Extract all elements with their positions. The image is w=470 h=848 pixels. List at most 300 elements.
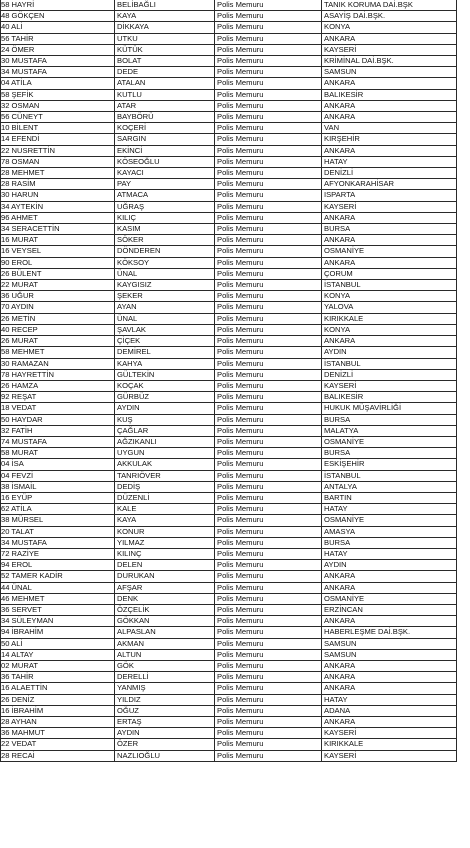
rank-cell: Polis Memuru	[215, 89, 322, 100]
unit-cell: BALIKESİR	[322, 392, 457, 403]
table-row	[1, 201, 457, 212]
rank-cell: Polis Memuru	[215, 224, 322, 235]
rank-cell: Polis Memuru	[215, 728, 322, 739]
first-name-cell: 58 MURAT	[1, 448, 115, 459]
table-row	[1, 560, 457, 571]
first-name-cell: 16 MURAT	[1, 235, 115, 246]
table-row	[1, 44, 457, 55]
rank-cell: Polis Memuru	[215, 571, 322, 582]
surname-cell: KALE	[115, 504, 215, 515]
surname-cell: ÜNAL	[115, 268, 215, 279]
first-name-cell: 74 MUSTAFA	[1, 436, 115, 447]
unit-cell: KONYA	[322, 22, 457, 33]
rank-cell: Polis Memuru	[215, 190, 322, 201]
unit-cell: KAYSERİ	[322, 380, 457, 391]
first-name-cell: 26 METİN	[1, 313, 115, 324]
surname-cell: DEDİŞ	[115, 481, 215, 492]
first-name-cell: 38 MÜRSEL	[1, 515, 115, 526]
table-row	[1, 638, 457, 649]
surname-cell: UĞRAŞ	[115, 201, 215, 212]
unit-cell: ANKARA	[322, 145, 457, 156]
rank-cell: Polis Memuru	[215, 683, 322, 694]
surname-cell: OĞUZ	[115, 705, 215, 716]
surname-cell: KAYGISIZ	[115, 280, 215, 291]
table-row	[1, 481, 457, 492]
first-name-cell: 92 REŞAT	[1, 392, 115, 403]
first-name-cell: 22 MURAT	[1, 280, 115, 291]
unit-cell: İSTANBUL	[322, 358, 457, 369]
rank-cell: Polis Memuru	[215, 548, 322, 559]
surname-cell: KAYA	[115, 515, 215, 526]
unit-cell: BURSA	[322, 414, 457, 425]
first-name-cell: 22 VEDAT	[1, 739, 115, 750]
unit-cell: VAN	[322, 123, 457, 134]
table-row	[1, 459, 457, 470]
rank-cell: Polis Memuru	[215, 425, 322, 436]
rank-cell: Polis Memuru	[215, 302, 322, 313]
unit-cell: HATAY	[322, 694, 457, 705]
first-name-cell: 28 RECAİ	[1, 750, 115, 761]
unit-cell: ANKARA	[322, 33, 457, 44]
table-row	[1, 672, 457, 683]
first-name-cell: 36 TAHİR	[1, 672, 115, 683]
first-name-cell: 58 MEHMET	[1, 347, 115, 358]
first-name-cell: 24 ÖMER	[1, 44, 115, 55]
unit-cell: İSTANBUL	[322, 280, 457, 291]
unit-cell: BARTIN	[322, 492, 457, 503]
unit-cell: ANKARA	[322, 336, 457, 347]
table-row	[1, 313, 457, 324]
unit-cell: İSTANBUL	[322, 470, 457, 481]
surname-cell: PAY	[115, 179, 215, 190]
rank-cell: Polis Memuru	[215, 593, 322, 604]
table-row	[1, 369, 457, 380]
unit-cell: ADANA	[322, 705, 457, 716]
first-name-cell: 78 HAYRETTİN	[1, 369, 115, 380]
surname-cell: KAYA	[115, 11, 215, 22]
surname-cell: UTKU	[115, 33, 215, 44]
surname-cell: DEDE	[115, 67, 215, 78]
unit-cell: DENİZLİ	[322, 168, 457, 179]
rank-cell: Polis Memuru	[215, 616, 322, 627]
rank-cell: Polis Memuru	[215, 336, 322, 347]
unit-cell: HATAY	[322, 548, 457, 559]
first-name-cell: 50 HAYDAR	[1, 414, 115, 425]
rank-cell: Polis Memuru	[215, 11, 322, 22]
surname-cell: GÖKKAN	[115, 616, 215, 627]
table-row	[1, 593, 457, 604]
unit-cell: ANKARA	[322, 582, 457, 593]
surname-cell: TANRIÖVER	[115, 470, 215, 481]
unit-cell: KAYSERİ	[322, 44, 457, 55]
surname-cell: KÖSEOĞLU	[115, 156, 215, 167]
first-name-cell: 30 RAMAZAN	[1, 358, 115, 369]
table-row	[1, 717, 457, 728]
surname-cell: YILDIZ	[115, 694, 215, 705]
table-row	[1, 246, 457, 257]
first-name-cell: 38 İSMAİL	[1, 481, 115, 492]
first-name-cell: 02 MURAT	[1, 660, 115, 671]
first-name-cell: 34 MUSTAFA	[1, 67, 115, 78]
rank-cell: Polis Memuru	[215, 739, 322, 750]
first-name-cell: 70 AYDIN	[1, 302, 115, 313]
unit-cell: MALATYA	[322, 425, 457, 436]
table-row	[1, 728, 457, 739]
rank-cell: Polis Memuru	[215, 537, 322, 548]
first-name-cell: 34 SERACETTİN	[1, 224, 115, 235]
rank-cell: Polis Memuru	[215, 145, 322, 156]
rank-cell: Polis Memuru	[215, 649, 322, 660]
table-row	[1, 268, 457, 279]
table-row	[1, 526, 457, 537]
table-row	[1, 436, 457, 447]
first-name-cell: 04 İSA	[1, 459, 115, 470]
rank-cell: Polis Memuru	[215, 78, 322, 89]
table-row	[1, 660, 457, 671]
rank-cell: Polis Memuru	[215, 492, 322, 503]
rank-cell: Polis Memuru	[215, 257, 322, 268]
surname-cell: KILINÇ	[115, 548, 215, 559]
first-name-cell: 90 EROL	[1, 257, 115, 268]
rank-cell: Polis Memuru	[215, 504, 322, 515]
rank-cell: Polis Memuru	[215, 123, 322, 134]
table-row	[1, 683, 457, 694]
surname-cell: GÜRBÜZ	[115, 392, 215, 403]
table-row	[1, 224, 457, 235]
table-row	[1, 56, 457, 67]
first-name-cell: 34 SÜLEYMAN	[1, 616, 115, 627]
first-name-cell: 14 EFENDİ	[1, 134, 115, 145]
unit-cell: HATAY	[322, 156, 457, 167]
rank-cell: Polis Memuru	[215, 627, 322, 638]
table-row	[1, 324, 457, 335]
table-row	[1, 627, 457, 638]
rank-cell: Polis Memuru	[215, 448, 322, 459]
table-row	[1, 235, 457, 246]
surname-cell: AYDIN	[115, 403, 215, 414]
first-name-cell: 96 AHMET	[1, 212, 115, 223]
rank-cell: Polis Memuru	[215, 347, 322, 358]
rank-cell: Polis Memuru	[215, 179, 322, 190]
surname-cell: ŞEKER	[115, 291, 215, 302]
surname-cell: ÜNAL	[115, 313, 215, 324]
unit-cell: ÇORUM	[322, 268, 457, 279]
first-name-cell: 94 EROL	[1, 560, 115, 571]
first-name-cell: 22 NUSRETTİN	[1, 145, 115, 156]
first-name-cell: 30 MUSTAFA	[1, 56, 115, 67]
table-row	[1, 190, 457, 201]
table-row	[1, 280, 457, 291]
table-row	[1, 168, 457, 179]
first-name-cell: 32 OSMAN	[1, 100, 115, 111]
first-name-cell: 34 AYTEKİN	[1, 201, 115, 212]
unit-cell: KIRIKKALE	[322, 313, 457, 324]
rank-cell: Polis Memuru	[215, 694, 322, 705]
unit-cell: OSMANİYE	[322, 436, 457, 447]
table-row	[1, 212, 457, 223]
table-row	[1, 347, 457, 358]
surname-cell: DİKKAYA	[115, 22, 215, 33]
table-row	[1, 537, 457, 548]
first-name-cell: 30 HARUN	[1, 190, 115, 201]
unit-cell: OSMANİYE	[322, 246, 457, 257]
surname-cell: YANMIŞ	[115, 683, 215, 694]
first-name-cell: 28 MEHMET	[1, 168, 115, 179]
table-row	[1, 179, 457, 190]
first-name-cell: 36 MAHMUT	[1, 728, 115, 739]
unit-cell: ANKARA	[322, 212, 457, 223]
surname-cell: KÜTÜK	[115, 44, 215, 55]
unit-cell: HUKUK MÜŞAVİRLİĞİ	[322, 403, 457, 414]
rank-cell: Polis Memuru	[215, 660, 322, 671]
rank-cell: Polis Memuru	[215, 604, 322, 615]
first-name-cell: 52 TAMER KADİR	[1, 571, 115, 582]
table-row	[1, 22, 457, 33]
table-row	[1, 414, 457, 425]
unit-cell: TANIK KORUMA DAİ.BŞK	[322, 0, 457, 11]
unit-cell: ANKARA	[322, 683, 457, 694]
rank-cell: Polis Memuru	[215, 392, 322, 403]
first-name-cell: 26 HAMZA	[1, 380, 115, 391]
first-name-cell: 32 FATİH	[1, 425, 115, 436]
unit-cell: ANKARA	[322, 235, 457, 246]
surname-cell: AĞZIKANLI	[115, 436, 215, 447]
surname-cell: BOLAT	[115, 56, 215, 67]
unit-cell: BURSA	[322, 448, 457, 459]
rank-cell: Polis Memuru	[215, 156, 322, 167]
unit-cell: AYDIN	[322, 347, 457, 358]
surname-cell: ALTUN	[115, 649, 215, 660]
rank-cell: Polis Memuru	[215, 134, 322, 145]
surname-cell: AYAN	[115, 302, 215, 313]
rank-cell: Polis Memuru	[215, 705, 322, 716]
first-name-cell: 16 ALAETTİN	[1, 683, 115, 694]
table-row	[1, 705, 457, 716]
unit-cell: DENİZLİ	[322, 369, 457, 380]
first-name-cell: 28 RASİM	[1, 179, 115, 190]
rank-cell: Polis Memuru	[215, 470, 322, 481]
first-name-cell: 10 BİLENT	[1, 123, 115, 134]
first-name-cell: 58 ŞEFİK	[1, 89, 115, 100]
first-name-cell: 28 AYHAN	[1, 717, 115, 728]
first-name-cell: 18 VEDAT	[1, 403, 115, 414]
unit-cell: SAMSUN	[322, 67, 457, 78]
surname-cell: DERELLİ	[115, 672, 215, 683]
unit-cell: ANKARA	[322, 78, 457, 89]
surname-cell: KUTLU	[115, 89, 215, 100]
surname-cell: AYDIN	[115, 728, 215, 739]
surname-cell: SÖKER	[115, 235, 215, 246]
table-row	[1, 33, 457, 44]
table-row	[1, 694, 457, 705]
unit-cell: HABERLEŞME DAİ.BŞK.	[322, 627, 457, 638]
surname-cell: KUŞ	[115, 414, 215, 425]
surname-cell: ŞAVLAK	[115, 324, 215, 335]
first-name-cell: 04 FEVZİ	[1, 470, 115, 481]
first-name-cell: 26 DENİZ	[1, 694, 115, 705]
unit-cell: KAYSERİ	[322, 750, 457, 761]
table-row	[1, 515, 457, 526]
surname-cell: ERTAŞ	[115, 717, 215, 728]
first-name-cell: 16 EYÜP	[1, 492, 115, 503]
surname-cell: KOÇAK	[115, 380, 215, 391]
unit-cell: KAYSERİ	[322, 201, 457, 212]
rank-cell: Polis Memuru	[215, 22, 322, 33]
first-name-cell: 46 MEHMET	[1, 593, 115, 604]
rank-cell: Polis Memuru	[215, 280, 322, 291]
rank-cell: Polis Memuru	[215, 313, 322, 324]
surname-cell: UYGUN	[115, 448, 215, 459]
surname-cell: EKİNCİ	[115, 145, 215, 156]
unit-cell: KONYA	[322, 324, 457, 335]
table-row	[1, 89, 457, 100]
rank-cell: Polis Memuru	[215, 672, 322, 683]
rank-cell: Polis Memuru	[215, 44, 322, 55]
surname-cell: KOÇERİ	[115, 123, 215, 134]
table-row	[1, 470, 457, 481]
table-row	[1, 448, 457, 459]
rank-cell: Polis Memuru	[215, 582, 322, 593]
unit-cell: ANKARA	[322, 100, 457, 111]
table-row	[1, 11, 457, 22]
table-row	[1, 649, 457, 660]
rank-cell: Polis Memuru	[215, 67, 322, 78]
unit-cell: BALIKESİR	[322, 89, 457, 100]
surname-cell: ATMACA	[115, 190, 215, 201]
first-name-cell: 40 ALİ	[1, 22, 115, 33]
surname-cell: KONUR	[115, 526, 215, 537]
rank-cell: Polis Memuru	[215, 459, 322, 470]
unit-cell: ANKARA	[322, 616, 457, 627]
first-name-cell: 72 RAZİYE	[1, 548, 115, 559]
first-name-cell: 14 ALTAY	[1, 649, 115, 660]
table-row	[1, 145, 457, 156]
first-name-cell: 16 İBRAHİM	[1, 705, 115, 716]
rank-cell: Polis Memuru	[215, 403, 322, 414]
surname-cell: ALPASLAN	[115, 627, 215, 638]
first-name-cell: 34 MUSTAFA	[1, 537, 115, 548]
surname-cell: ÇAĞLAR	[115, 425, 215, 436]
table-row	[1, 750, 457, 761]
unit-cell: YALOVA	[322, 302, 457, 313]
rank-cell: Polis Memuru	[215, 112, 322, 123]
table-row	[1, 582, 457, 593]
surname-cell: YILMAZ	[115, 537, 215, 548]
first-name-cell: 56 CÜNEYT	[1, 112, 115, 123]
table-row	[1, 100, 457, 111]
first-name-cell: 56 TAHİR	[1, 33, 115, 44]
rank-cell: Polis Memuru	[215, 481, 322, 492]
surname-cell: SARGIN	[115, 134, 215, 145]
table-row	[1, 134, 457, 145]
first-name-cell: 44 ÜNAL	[1, 582, 115, 593]
surname-cell: ÖZÇELİK	[115, 604, 215, 615]
table-row	[1, 123, 457, 134]
unit-cell: ISPARTA	[322, 190, 457, 201]
first-name-cell: 20 TALAT	[1, 526, 115, 537]
surname-cell: KASIM	[115, 224, 215, 235]
table-row	[1, 425, 457, 436]
table-row	[1, 336, 457, 347]
table-row	[1, 358, 457, 369]
surname-cell: ÇİÇEK	[115, 336, 215, 347]
surname-cell: BAYBÖRÜ	[115, 112, 215, 123]
unit-cell: BURSA	[322, 537, 457, 548]
surname-cell: ÖZER	[115, 739, 215, 750]
rank-cell: Polis Memuru	[215, 235, 322, 246]
unit-cell: KRİMİNAL DAİ.BŞK.	[322, 56, 457, 67]
table-row	[1, 392, 457, 403]
surname-cell: DÜZENLİ	[115, 492, 215, 503]
rank-cell: Polis Memuru	[215, 750, 322, 761]
surname-cell: KAYACI	[115, 168, 215, 179]
surname-cell: AKKULAK	[115, 459, 215, 470]
unit-cell: ANKARA	[322, 717, 457, 728]
rank-cell: Polis Memuru	[215, 201, 322, 212]
first-name-cell: 62 ATİLA	[1, 504, 115, 515]
first-name-cell: 26 MURAT	[1, 336, 115, 347]
rank-cell: Polis Memuru	[215, 358, 322, 369]
rank-cell: Polis Memuru	[215, 33, 322, 44]
table-row	[1, 67, 457, 78]
rank-cell: Polis Memuru	[215, 168, 322, 179]
unit-cell: ANKARA	[322, 660, 457, 671]
surname-cell: DENK	[115, 593, 215, 604]
rank-cell: Polis Memuru	[215, 515, 322, 526]
rank-cell: Polis Memuru	[215, 526, 322, 537]
surname-cell: AKMAN	[115, 638, 215, 649]
unit-cell: ANKARA	[322, 257, 457, 268]
rank-cell: Polis Memuru	[215, 717, 322, 728]
first-name-cell: 36 SERVET	[1, 604, 115, 615]
table-row	[1, 504, 457, 515]
first-name-cell: 16 VEYSEL	[1, 246, 115, 257]
table-row	[1, 548, 457, 559]
unit-cell: HATAY	[322, 504, 457, 515]
surname-cell: GÜLTEKİN	[115, 369, 215, 380]
first-name-cell: 48 GÖKÇEN	[1, 11, 115, 22]
first-name-cell: 40 RECEP	[1, 324, 115, 335]
unit-cell: KONYA	[322, 291, 457, 302]
rank-cell: Polis Memuru	[215, 324, 322, 335]
surname-cell: DEMİREL	[115, 347, 215, 358]
rank-cell: Polis Memuru	[215, 268, 322, 279]
table-row	[1, 291, 457, 302]
table-row	[1, 380, 457, 391]
first-name-cell: 50 ALİ	[1, 638, 115, 649]
surname-cell: GÖK	[115, 660, 215, 671]
rank-cell: Polis Memuru	[215, 414, 322, 425]
unit-cell: AMASYA	[322, 526, 457, 537]
unit-cell: SAMSUN	[322, 638, 457, 649]
surname-cell: DELEN	[115, 560, 215, 571]
surname-cell: KÖKSOY	[115, 257, 215, 268]
table-row	[1, 257, 457, 268]
first-name-cell: 94 İBRAHİM	[1, 627, 115, 638]
table-row	[1, 739, 457, 750]
table-row	[1, 492, 457, 503]
rank-cell: Polis Memuru	[215, 380, 322, 391]
unit-cell: ERZİNCAN	[322, 604, 457, 615]
unit-cell: KAYSERİ	[322, 728, 457, 739]
first-name-cell: 36 UĞUR	[1, 291, 115, 302]
unit-cell: ESKİŞEHİR	[322, 459, 457, 470]
surname-cell: NAZLIOĞLU	[115, 750, 215, 761]
rank-cell: Polis Memuru	[215, 560, 322, 571]
first-name-cell: 04 ATİLA	[1, 78, 115, 89]
unit-cell: OSMANİYE	[322, 515, 457, 526]
unit-cell: OSMANİYE	[322, 593, 457, 604]
